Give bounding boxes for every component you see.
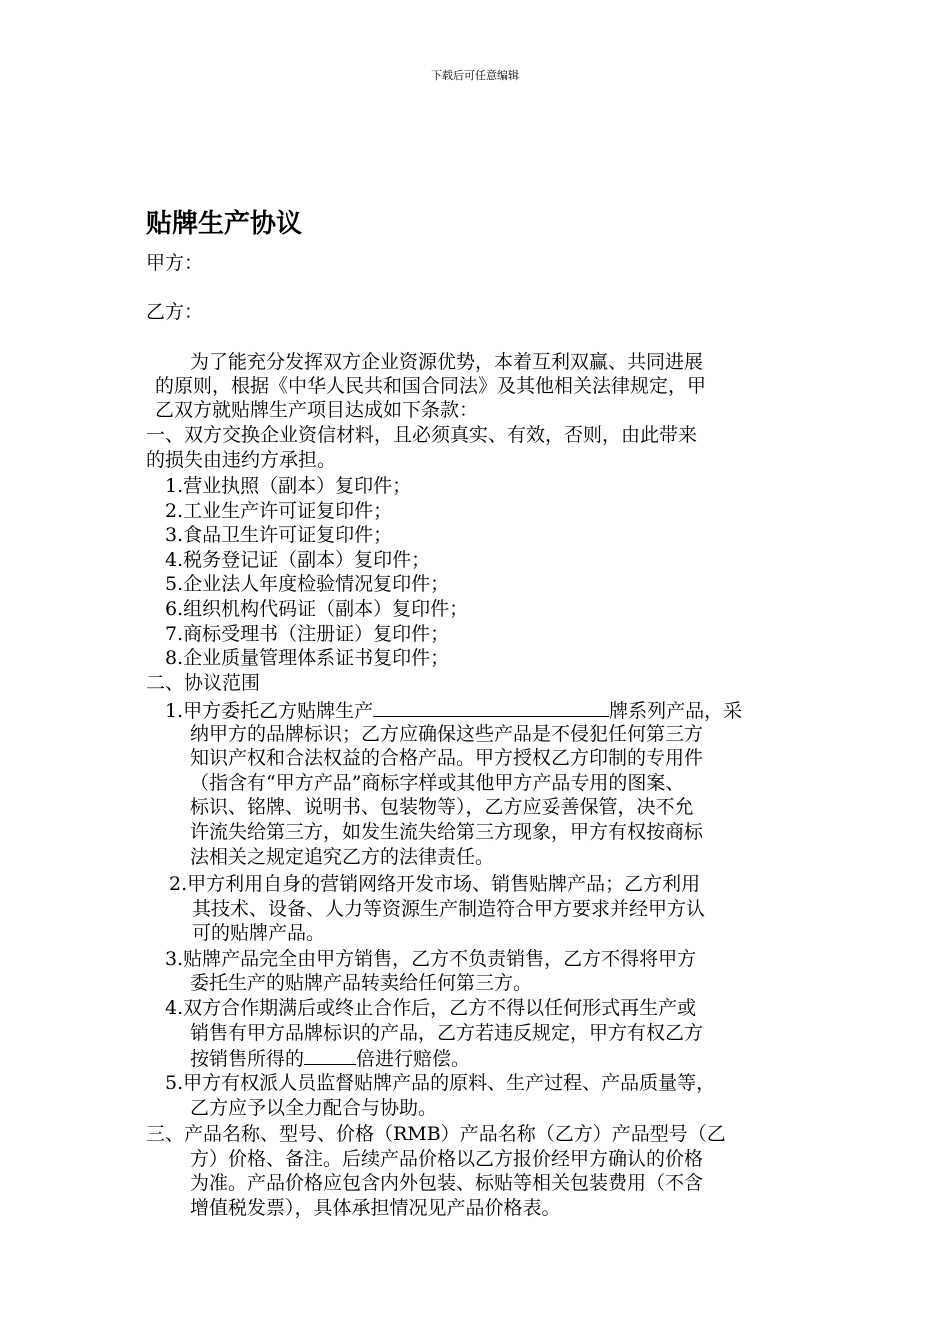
item-line: 法相关之规定追究乙方的法律责任。 xyxy=(190,846,495,868)
list-item: 4.税务登记证（副本）复印件； xyxy=(165,549,431,571)
item-line: （指含有“甲方产品”商标字样或其他甲方产品专用的图案、 xyxy=(190,772,685,794)
item-text: 牌系列产品，采 xyxy=(609,700,743,722)
item-line: 纳甲方的品牌标识；乙方应确保这些产品是不侵犯任何第三方 xyxy=(190,723,704,745)
intro-line: 为了能充分发挥双方企业资源优势，本着互利双赢、共同进展 xyxy=(190,351,704,373)
section2-heading: 二、协议范围 xyxy=(146,672,261,694)
list-item: 7.商标受理书（注册证）复印件； xyxy=(165,623,450,645)
intro-line: 的原则，根据《中华人民共和国合同法》及其他相关法律规定，甲 xyxy=(155,375,707,397)
item-line: 其技术、设备、人力等资源生产制造符合甲方要求并经甲方认 xyxy=(192,898,706,920)
list-item: 5.企业法人年度检验情况复印件； xyxy=(165,573,450,595)
item-text: 按销售所得的 xyxy=(190,1048,305,1070)
brand-blank[interactable] xyxy=(373,697,609,717)
item-line: 乙方应予以全力配合与协助。 xyxy=(190,1097,438,1119)
intro-line: 乙双方就贴牌生产项目达成如下条款： xyxy=(155,399,479,421)
item-line: 知识产权和合法权益的合格产品。甲方授权乙方印制的专用件 xyxy=(190,747,704,769)
item-line: 许流失给第三方，如发生流失给第三方现象，甲方有权按商标 xyxy=(190,821,704,843)
list-item: 1.营业执照（副本）复印件； xyxy=(165,475,412,497)
section3-line: 增值税发票），具体承担情况见产品价格表。 xyxy=(190,1197,561,1219)
header-note: 下载后可任意编辑 xyxy=(431,69,519,82)
item-line: 3.贴牌产品完全由甲方销售，乙方不负责销售，乙方不得将甲方 xyxy=(165,948,697,970)
item-text: 1.甲方委托乙方贴牌生产 xyxy=(165,700,374,722)
multiplier-blank[interactable] xyxy=(304,1045,356,1065)
section3-line: 三、产品名称、型号、价格（RMB）产品名称（乙方）产品型号（乙 xyxy=(146,1123,726,1145)
item-line: 4.双方合作期满后或终止合作后，乙方不得以任何形式再生产或 xyxy=(165,997,697,1019)
item-line: 5.甲方有权派人员监督贴牌产品的原料、生产过程、产品质量等， xyxy=(165,1072,716,1094)
section1-heading: 一、双方交换企业资信材料，且必须真实、有效，否则，由此带来 xyxy=(146,424,698,446)
section3-line: 方）价格、备注。后续产品价格以乙方报价经甲方确认的价格 xyxy=(190,1148,704,1170)
party-b-label: 乙方： xyxy=(146,301,204,323)
item-line: 可的贴牌产品。 xyxy=(192,922,326,944)
item-line: 委托生产的贴牌产品转卖给任何第三方。 xyxy=(190,972,533,994)
item-line: 销售有甲方品牌标识的产品，乙方若违反规定，甲方有权乙方 xyxy=(190,1022,704,1044)
list-item: 6.组织机构代码证（副本）复印件； xyxy=(165,598,469,620)
section2-item4-last-line xyxy=(190,1045,470,1071)
document-title: 贴牌生产协议 xyxy=(146,209,303,239)
section1-heading: 的损失由违约方承担。 xyxy=(146,449,337,471)
list-item: 2.工业生产许可证复印件； xyxy=(165,500,393,522)
item-text: 倍进行赔偿。 xyxy=(356,1048,471,1070)
party-a-label: 甲方： xyxy=(146,252,204,274)
section3-line: 为准。产品价格应包含内外包装、标贴等相关包装费用（不含 xyxy=(190,1172,704,1194)
list-item: 8.企业质量管理体系证书复印件； xyxy=(165,647,450,669)
section2-item1-first-line xyxy=(165,697,742,723)
list-item: 3.食品卫生许可证复印件； xyxy=(165,524,393,546)
item-line: 标识、铭牌、说明书、包装物等），乙方应妥善保管，决不允 xyxy=(190,796,694,818)
item-line: 2.甲方利用自身的营销网络开发市场、销售贴牌产品；乙方利用 xyxy=(169,873,701,895)
